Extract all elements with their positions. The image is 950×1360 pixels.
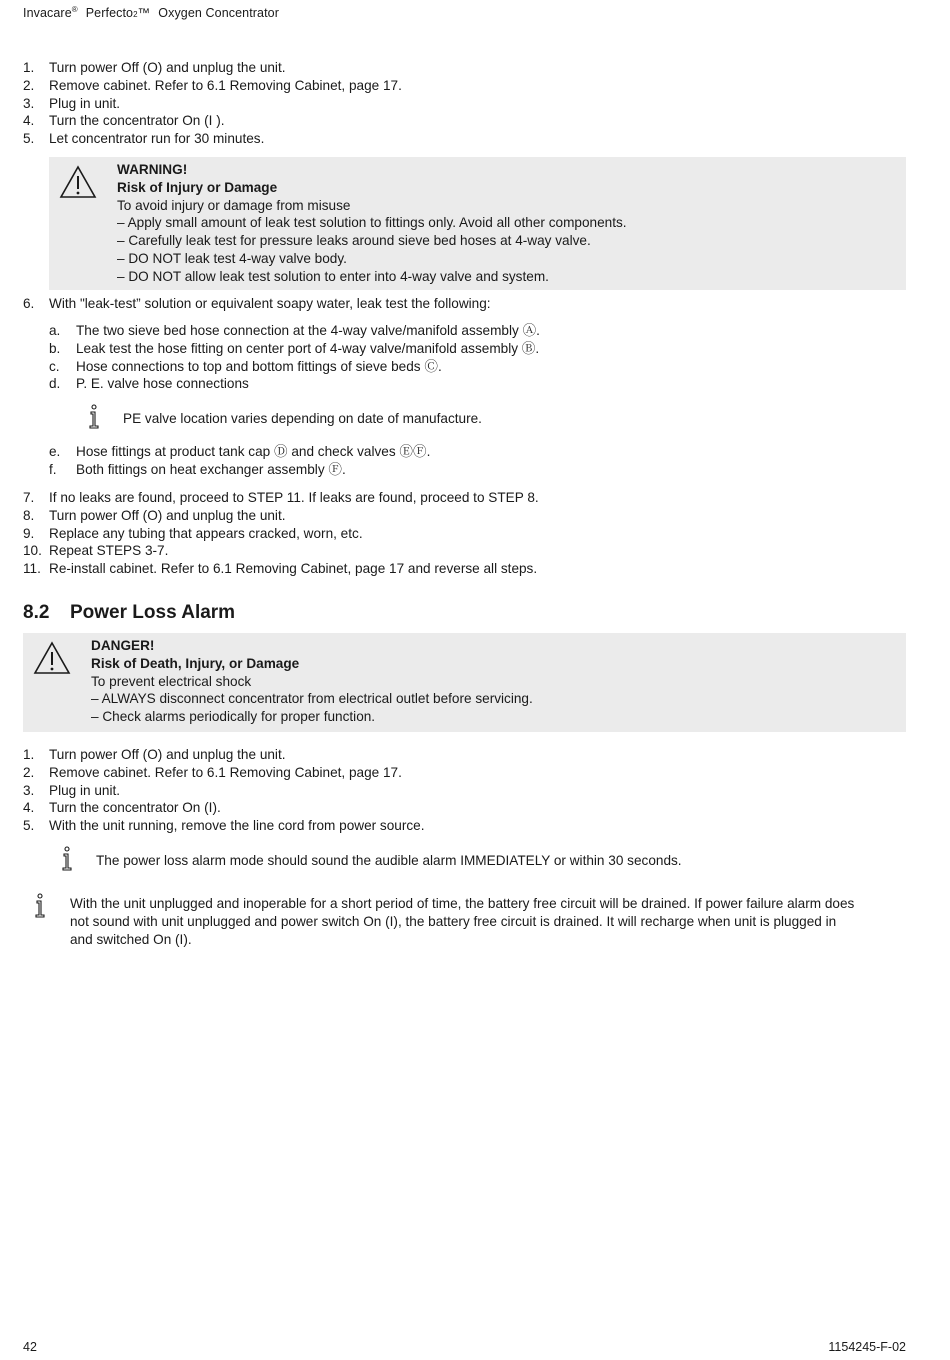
warning-box (49, 157, 906, 290)
danger-box (23, 633, 906, 732)
info-icon (87, 404, 101, 430)
page-number: 42 (23, 1340, 37, 1354)
list-item (0, 295, 950, 313)
list-item (0, 489, 950, 507)
list-item (0, 542, 950, 560)
list-item (0, 560, 950, 578)
warning-line: – DO NOT leak test 4-way valve body. (117, 250, 347, 266)
note-text (70, 895, 854, 949)
step-text: Plug in unit. (49, 782, 121, 798)
step-text: Turn the concentrator On (I ). (49, 113, 225, 129)
step-text: Let concentrator run for 30 minutes. (49, 131, 265, 147)
list-item (0, 95, 950, 113)
section-number: 8.2 (23, 602, 50, 623)
step-text: Turn power Off (O) and unplug the unit. (49, 507, 286, 523)
substep-list-a-d (0, 322, 950, 393)
list-item (0, 746, 950, 764)
substep-list-e-f (0, 443, 950, 479)
substep-text: Both fittings on heat exchanger assembly Ⓕ. (76, 461, 346, 477)
step-number: 7. (23, 490, 35, 505)
header-product-sub: 2 (133, 10, 138, 19)
step-number: 5. (23, 131, 35, 147)
step-text: Turn the concentrator On (I). (49, 800, 221, 816)
substep-letter: e. (49, 444, 61, 459)
step-number: 1. (23, 747, 35, 762)
substep-letter: f. (49, 461, 57, 477)
note-line: With the unit unplugged and inoperable for a short period of time, the battery free circuit will be drained. If power failure alarm does (70, 896, 855, 911)
section-heading (23, 601, 235, 625)
list-item (0, 782, 950, 800)
warning-risk: Risk of Injury or Damage (117, 179, 278, 195)
danger-line: To prevent electrical shock (91, 673, 252, 689)
step-number: 4. (23, 800, 35, 816)
list-item (0, 507, 950, 525)
step-text: With "leak-test” solution or equivalent soapy water, leak test the following: (49, 296, 491, 311)
step-list-7-11 (0, 489, 950, 578)
header-reg-mark: ® (71, 4, 78, 14)
step-text: Re-install cabinet. Refer to 6.1 Removing Cabinet, page 17 and reverse all steps. (49, 561, 538, 577)
list-item (0, 130, 950, 148)
note-line: not sound with unit unplugged and power switch On (I), the battery free circuit is drained. It will recharge when unit is plugged in (70, 914, 837, 929)
substep-text: The two sieve bed hose connection at the 4-way valve/manifold assembly Ⓐ. (76, 323, 540, 338)
note-text: The power loss alarm mode should sound the audible alarm IMMEDIATELY or within 30 seconds. (96, 853, 682, 868)
warning-title: WARNING! (117, 162, 188, 177)
warning-line: To avoid injury or damage from misuse (117, 197, 351, 213)
step-number: 5. (23, 818, 35, 834)
warning-triangle-icon (59, 165, 97, 199)
list-item (0, 375, 950, 393)
substep-letter: b. (49, 340, 61, 356)
header-product: Perfecto (85, 6, 134, 20)
header-title: Oxygen Concentrator (158, 6, 279, 20)
header-brand: Invacare (23, 6, 72, 20)
step-number: 8. (23, 507, 35, 523)
running-header (23, 4, 279, 24)
note-line: and switched On (I). (70, 932, 192, 947)
danger-title: DANGER! (91, 638, 155, 653)
substep-letter: a. (49, 323, 61, 338)
substep-text: Leak test the hose fitting on center port of 4-way valve/manifold assembly Ⓑ. (76, 340, 540, 356)
step-text: Repeat STEPS 3-7. (49, 543, 169, 559)
step-text: If no leaks are found, proceed to STEP 11. If leaks are found, proceed to STEP 8. (49, 490, 539, 505)
warning-line: – Carefully leak test for pressure leaks around sieve bed hoses at 4-way valve. (117, 233, 591, 249)
step-text: Replace any tubing that appears cracked, worn, etc. (49, 525, 363, 541)
step-number: 2. (23, 77, 35, 93)
step-number: 2. (23, 764, 35, 780)
list-item (0, 77, 950, 95)
danger-line: – ALWAYS disconnect concentrator from electrical outlet before servicing. (91, 691, 533, 707)
warning-line: – DO NOT allow leak test solution to enter into 4-way valve and system. (117, 268, 549, 284)
step-number: 6. (23, 296, 35, 311)
header-tm-mark: ™ (137, 6, 151, 20)
info-icon (33, 893, 47, 919)
warning-text (117, 161, 627, 286)
list-item (0, 443, 950, 461)
danger-line: – Check alarms periodically for proper function. (91, 709, 376, 725)
step-number: 9. (23, 525, 35, 541)
step-text: Remove cabinet. Refer to 6.1 Removing Cabinet, page 17. (49, 764, 402, 780)
list-item (0, 358, 950, 376)
step-text: Plug in unit. (49, 95, 121, 111)
info-icon (60, 846, 74, 872)
step-text: Turn power Off (O) and unplug the unit. (49, 60, 286, 75)
list-item (0, 322, 950, 340)
step-list-power-loss (0, 746, 950, 835)
step-6 (0, 295, 950, 313)
list-item (0, 461, 950, 479)
document-number: 1154245-F-02 (828, 1340, 906, 1354)
step-list-leak-test (0, 59, 950, 148)
substep-text: P. E. valve hose connections (76, 376, 249, 392)
step-number: 3. (23, 95, 35, 111)
list-item (0, 764, 950, 782)
list-item (0, 799, 950, 817)
step-text: Turn power Off (O) and unplug the unit. (49, 747, 286, 762)
danger-triangle-icon (33, 641, 71, 675)
step-number: 1. (23, 60, 35, 75)
list-item (0, 817, 950, 835)
step-number: 10. (23, 543, 42, 559)
substep-letter: c. (49, 358, 60, 374)
list-item (0, 59, 950, 77)
step-number: 3. (23, 782, 35, 798)
step-number: 4. (23, 113, 35, 129)
list-item (0, 525, 950, 543)
substep-text: Hose connections to top and bottom fittings of sieve beds Ⓒ. (76, 358, 442, 374)
list-item (0, 112, 950, 130)
danger-text (91, 637, 533, 726)
step-text: With the unit running, remove the line cord from power source. (49, 818, 425, 834)
list-item (0, 340, 950, 358)
danger-risk: Risk of Death, Injury, or Damage (91, 655, 300, 671)
note-text: PE valve location varies depending on date of manufacture. (123, 411, 482, 426)
step-number: 11. (23, 561, 41, 577)
substep-letter: d. (49, 376, 61, 392)
substep-text: Hose fittings at product tank cap Ⓓ and check valves ⒺⒻ. (76, 444, 431, 459)
section-title: Power Loss Alarm (70, 602, 236, 623)
warning-line: – Apply small amount of leak test solution to fittings only. Avoid all other components. (117, 215, 627, 231)
step-text: Remove cabinet. Refer to 6.1 Removing Cabinet, page 17. (49, 77, 402, 93)
